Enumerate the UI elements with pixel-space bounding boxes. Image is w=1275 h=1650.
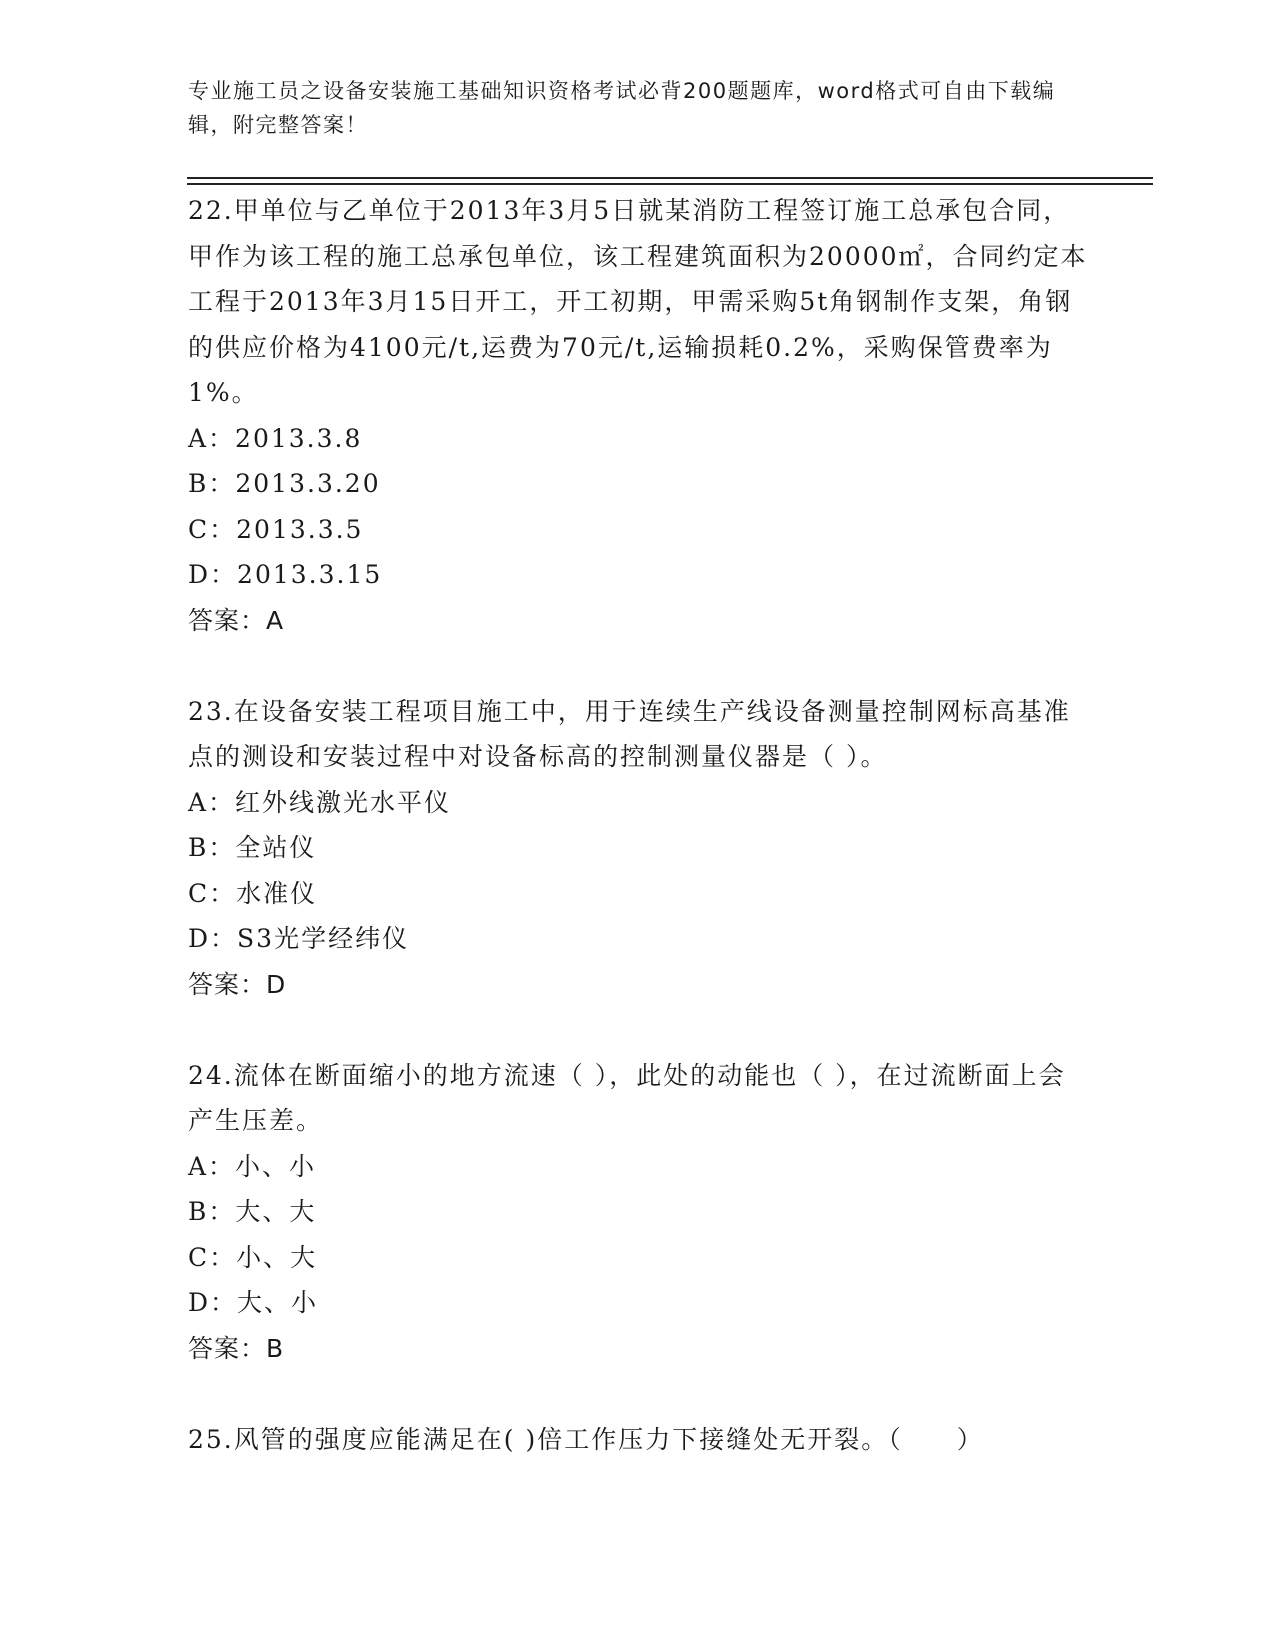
document-header: 专业施工员之设备安装施工基础知识资格考试必背200题题库，word格式可自由下载编辑，附完整答案！	[188, 79, 1056, 137]
option-a: A：2013.3.8	[188, 423, 363, 453]
question-stem: 23.在设备安装工程项目施工中，用于连续生产线设备测量控制网标高基准点的测设和安装过程中对设备标高的控制测量仪器是（ ）。	[188, 696, 1071, 771]
question-22	[188, 188, 1088, 643]
option-c: C：水准仪	[188, 878, 318, 908]
question-list	[188, 188, 1088, 1462]
option-c: C：2013.3.5	[188, 514, 364, 544]
question-24	[188, 1053, 1088, 1372]
answer-line: 答案：D	[188, 969, 287, 999]
answer-line: 答案：A	[188, 605, 285, 635]
header-divider-bottom	[187, 183, 1153, 185]
option-c: C：小、大	[188, 1242, 318, 1272]
option-b: B：全站仪	[188, 833, 317, 862]
option-b: B：大、大	[188, 1197, 317, 1226]
option-a: A：小、小	[188, 1151, 317, 1181]
header-divider-top	[187, 177, 1153, 179]
question-25	[188, 1417, 1088, 1463]
answer-line: 答案：B	[188, 1333, 285, 1363]
option-d: D：大、小	[188, 1288, 319, 1317]
option-b: B：2013.3.20	[188, 469, 381, 498]
question-23	[188, 689, 1088, 1008]
option-d: D：S3光学经纬仪	[188, 924, 410, 953]
question-stem: 22.甲单位与乙单位于2013年3月5日就某消防工程签订施工总承包合同，甲作为该工程的施工总承包单位，该工程建筑面积为20000㎡，合同约定本工程于2013年3月15日开工，开工初期，甲需采购5t角钢制作支架，角钢的供应价格为4100元/t,运费为70元/t,运输损耗0.2%，采购保管费率为1%。	[188, 196, 1088, 407]
question-stem: 25.风管的强度应能满足在( )倍工作压力下接缝处无开裂。（ ）	[188, 1424, 984, 1454]
option-a: A：红外线激光水平仪	[188, 787, 452, 817]
option-d: D：2013.3.15	[188, 560, 383, 589]
question-stem: 24.流体在断面缩小的地方流速（ ），此处的动能也（ ），在过流断面上会产生压差。	[188, 1060, 1066, 1135]
